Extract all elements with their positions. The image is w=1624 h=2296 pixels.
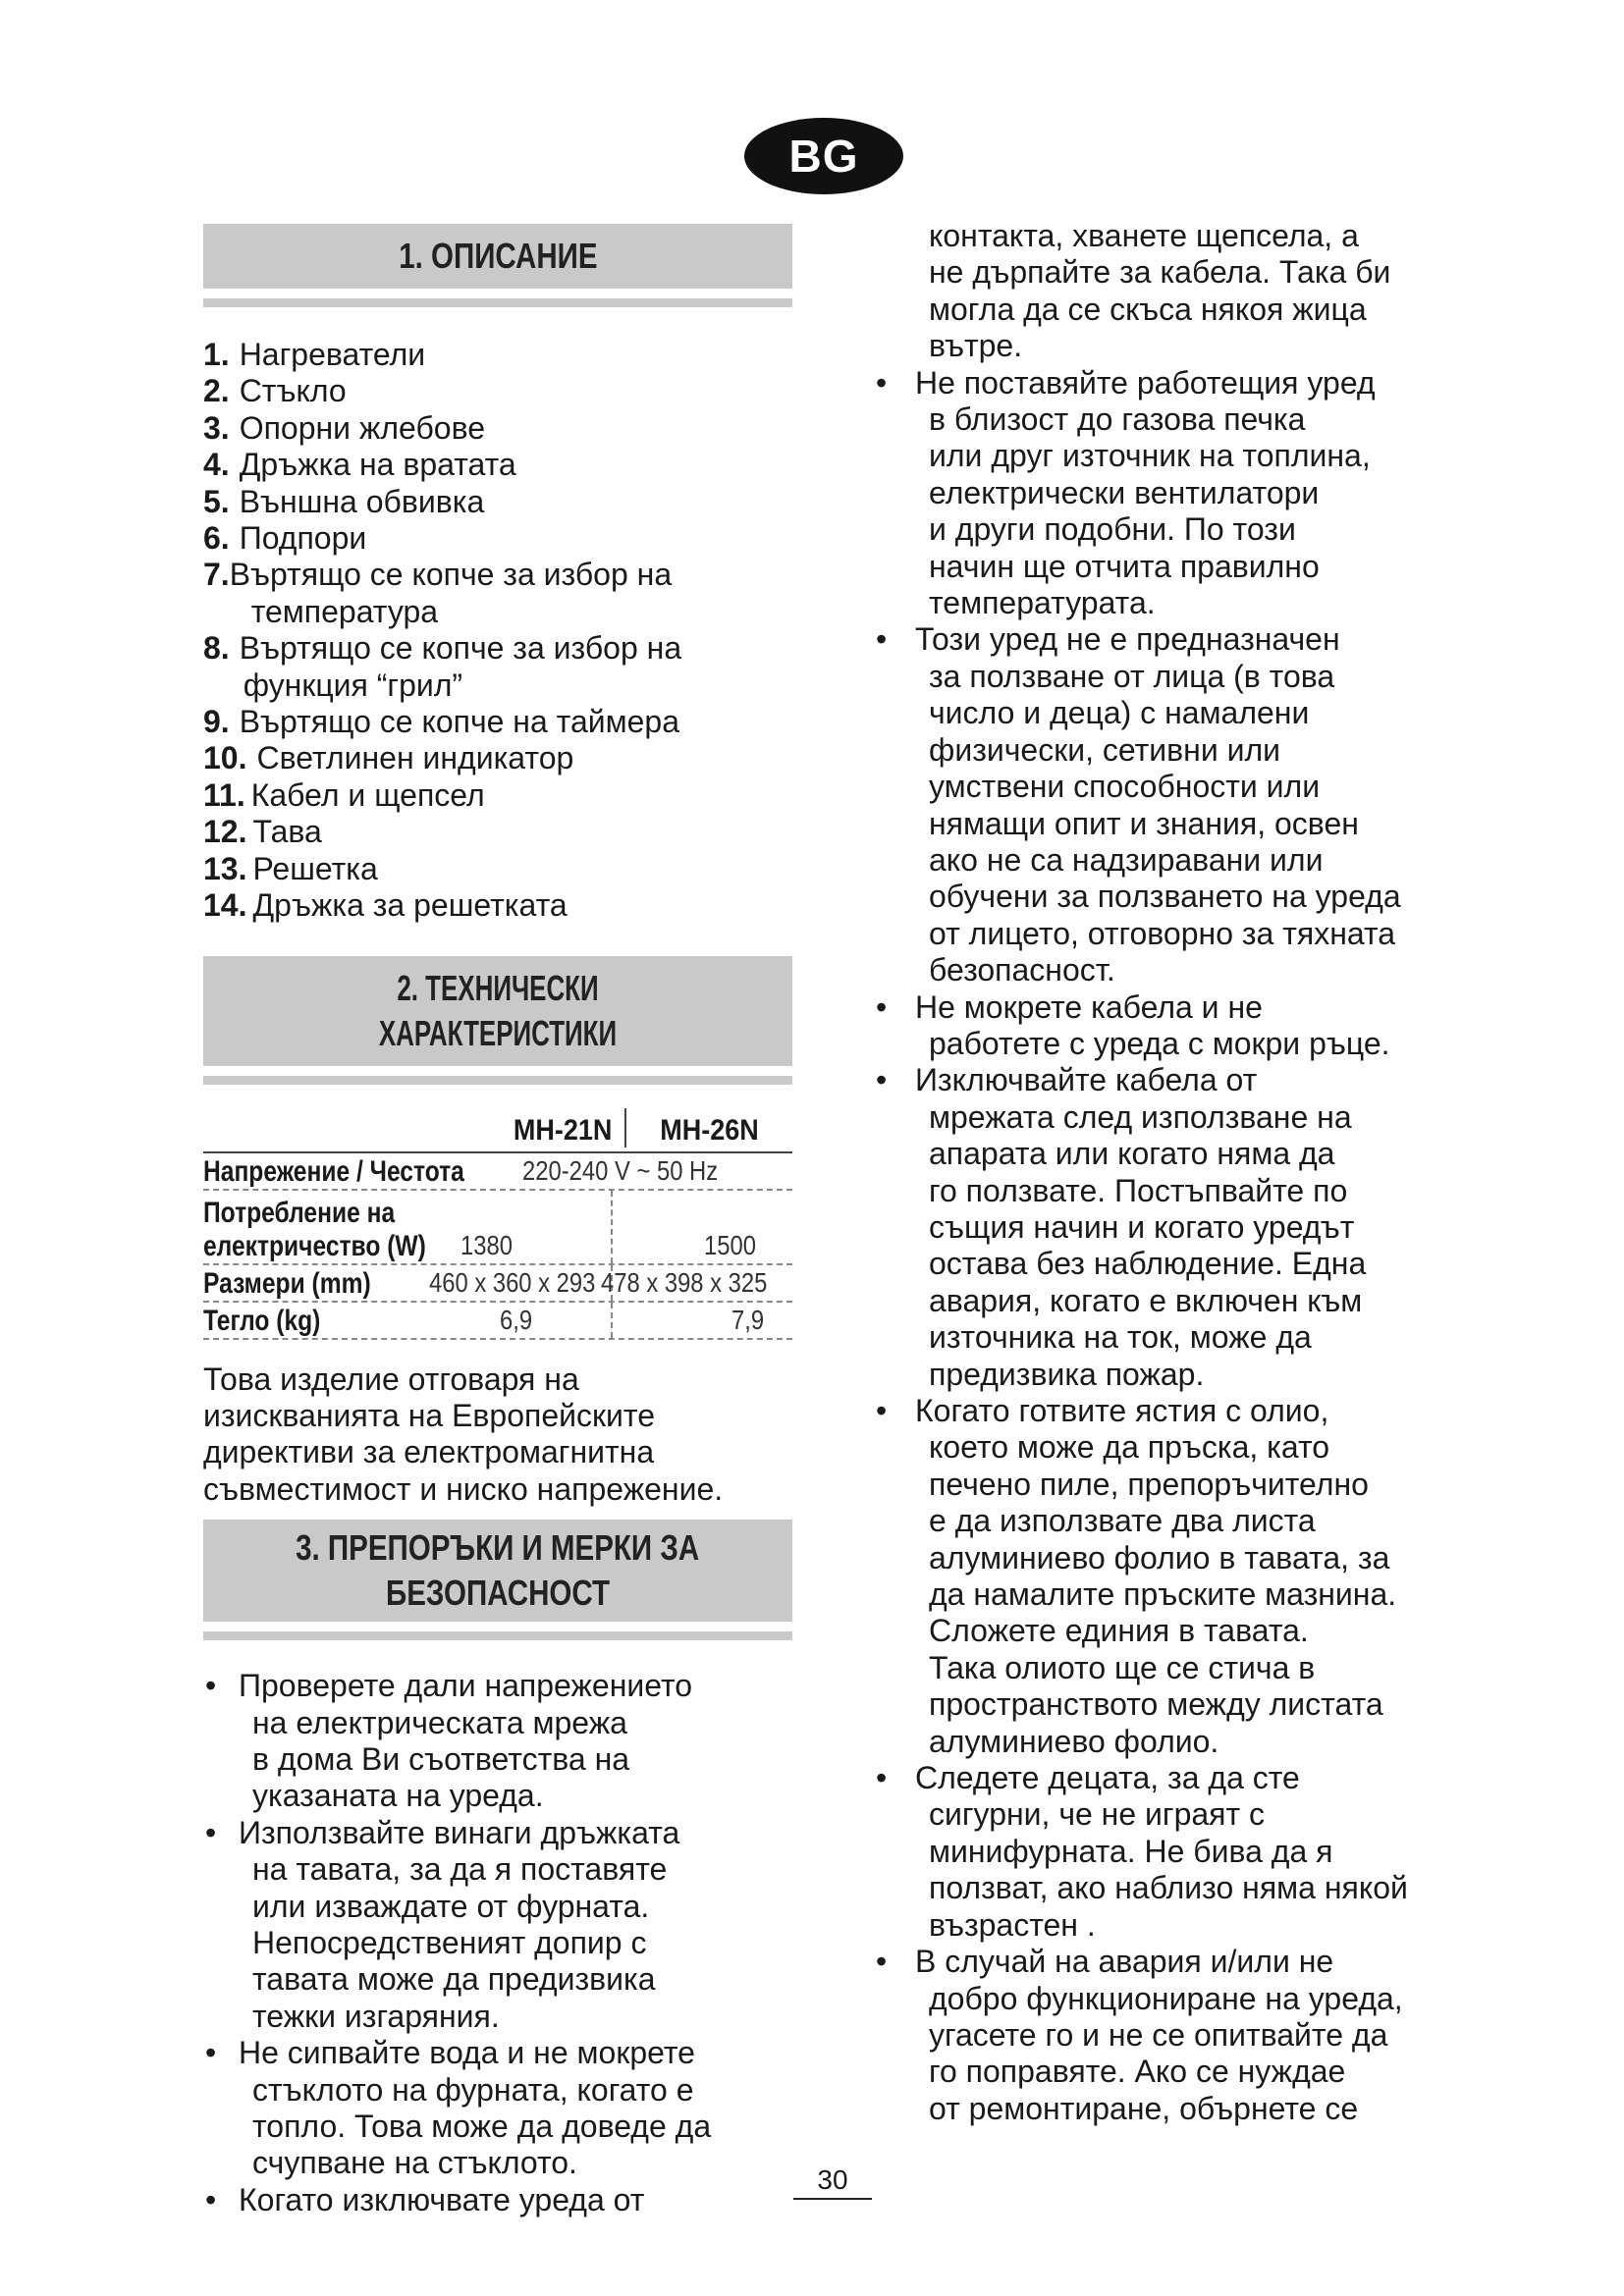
continuation-paragraph: контакта, хванете щепсела, а не дърпайте за кабела. Така би могла да се скъса някоя жица вътре. [929, 218, 1391, 364]
list-item: • Не сипвайте вода и не мокрете стъклото на фурната, когато е топло. Това може да доведе да счупване на стъклото. [203, 2035, 792, 2182]
section-3-title-line-2: БЕЗОПАСНОСТ [385, 1573, 610, 1614]
spec-row-voltage: Напрежение / Честота 220-240 V ~ 50 Hz [203, 1153, 792, 1191]
list-item: 8. Въртящо се копче за избор на функция “грил” [203, 630, 682, 703]
list-item: 13. Решетка [203, 850, 378, 886]
section-1-rule [203, 298, 792, 307]
section-2-title: 2. ТЕХНИЧЕСКИ ХАРАКТЕРИСТИКИ [378, 967, 618, 1053]
list-item: • Следете децата, за да сте сигурни, че не играят с минифурната. Не бива да я ползват, ако наблизо няма някой възрастен . [864, 1760, 1492, 1944]
spec-table-header [203, 1104, 792, 1153]
section-2-rule [203, 1076, 792, 1085]
spec-row-dimensions: Размери (mm) 460 x 360 x 293 478 x 398 x 325 [203, 1265, 792, 1303]
list-item: 1. Нагреватели [203, 337, 426, 372]
model-2-header: MH-26N [660, 1113, 759, 1147]
language-badge: BG [744, 118, 903, 194]
list-item: 10. Светлинен индикатор [203, 740, 574, 776]
section-3-rule [203, 1631, 792, 1640]
list-item: 4. Дръжка на вратата [203, 447, 516, 483]
list-item: 11. Кабел и щепсел [203, 776, 485, 813]
section-3-title-line-1: 3. ПРЕПОРЪКИ И МЕРКИ ЗА [296, 1527, 700, 1569]
section-2-header [203, 956, 792, 1066]
left-column [203, 224, 792, 2218]
list-item: • В случай на авария и/или не добро функциониране на уреда, угасете го и не се опитвайте да го поправяте. Ако се нуждае от ремонтиране, обърнете се [864, 1944, 1492, 2127]
page-number: 30 [793, 2164, 872, 2200]
section-1-title: 1. ОПИСАНИЕ [398, 236, 598, 276]
list-item: 9. Въртящо се копче на таймера [203, 704, 680, 740]
parts-list [203, 337, 792, 925]
spec-row-weight: Тегло (kg) 6,9 7,9 [203, 1303, 792, 1340]
list-item: • Използвайте винаги дръжката на тавата, за да я поставяте или изваждате от фурната. Непосредственият допир с тавата може да предизвика тежки изгаряния. [203, 1815, 792, 2035]
model-1-header: MH-21N [513, 1113, 613, 1147]
header-separator [624, 1108, 626, 1148]
section-1-header [203, 224, 792, 289]
list-item: • Изключвайте кабела от мрежата след използване на апарата или когато няма да го ползвате. Постъпвайте по същия начин и когато уредът остава без наблюдение. Една авария, когато е включен към източника на ток, може да предизвика пожар. [864, 1062, 1492, 1393]
right-column [864, 218, 1492, 2127]
list-item: • Този уред не е предназначен за ползване от лица (в това число и деца) с намалени физически, сетивни или умствени способности или нямащи опит и знания, освен ако не са надзиравани или обучени за ползването на уреда от лицето, отговорно за тяхната безопасност. [864, 621, 1492, 988]
list-item: 12. Тава [203, 814, 322, 850]
spec-table [203, 1104, 792, 1340]
list-item: 14. Дръжка за решетката [203, 887, 568, 924]
list-item: 7. Въртящо се копче за избор на температура [203, 557, 673, 629]
list-item: 6. Подпори [203, 520, 367, 557]
list-item: • Не поставяйте работещия уред в близост до газова печка или друг източник на топлина, електрически вентилатори и други подобни. По този начин ще отчита правилно температурата. [864, 365, 1492, 622]
list-item: • Проверете дали напрежението на електрическата мрежа в дома Ви съответства на указаната на уреда. [203, 1668, 792, 1815]
list-item: 3. Опорни жлебове [203, 409, 486, 446]
safety-list-left [203, 1668, 792, 2218]
list-item: 2. Стъкло [203, 373, 347, 409]
list-item: • Не мокрете кабела и не работете с уреда с мокри ръце. [864, 989, 1492, 1063]
safety-list-right [864, 365, 1492, 2128]
list-item: • Когато изключвате уреда от [203, 2182, 792, 2218]
conformity-paragraph: Това изделие отговаря на изискванията на Европейските директиви за електромагнитна съвместимост и ниско напрежение. [203, 1361, 724, 1507]
list-item: 5. Външна обвивка [203, 483, 485, 519]
section-3-header [203, 1520, 792, 1622]
spec-row-power: Потребление на електричество (W) 1380 1500 [203, 1191, 792, 1265]
list-item: • Когато готвите ястия с олио, което може да пръска, като печено пиле, препоръчително е да използвате два листа алуминиево фолио в тавата, за да намалите пръските мазнина. Сложете единия в тавата. Така олиото ще се стича в пространството между листата алуминиево фолио. [864, 1393, 1492, 1760]
